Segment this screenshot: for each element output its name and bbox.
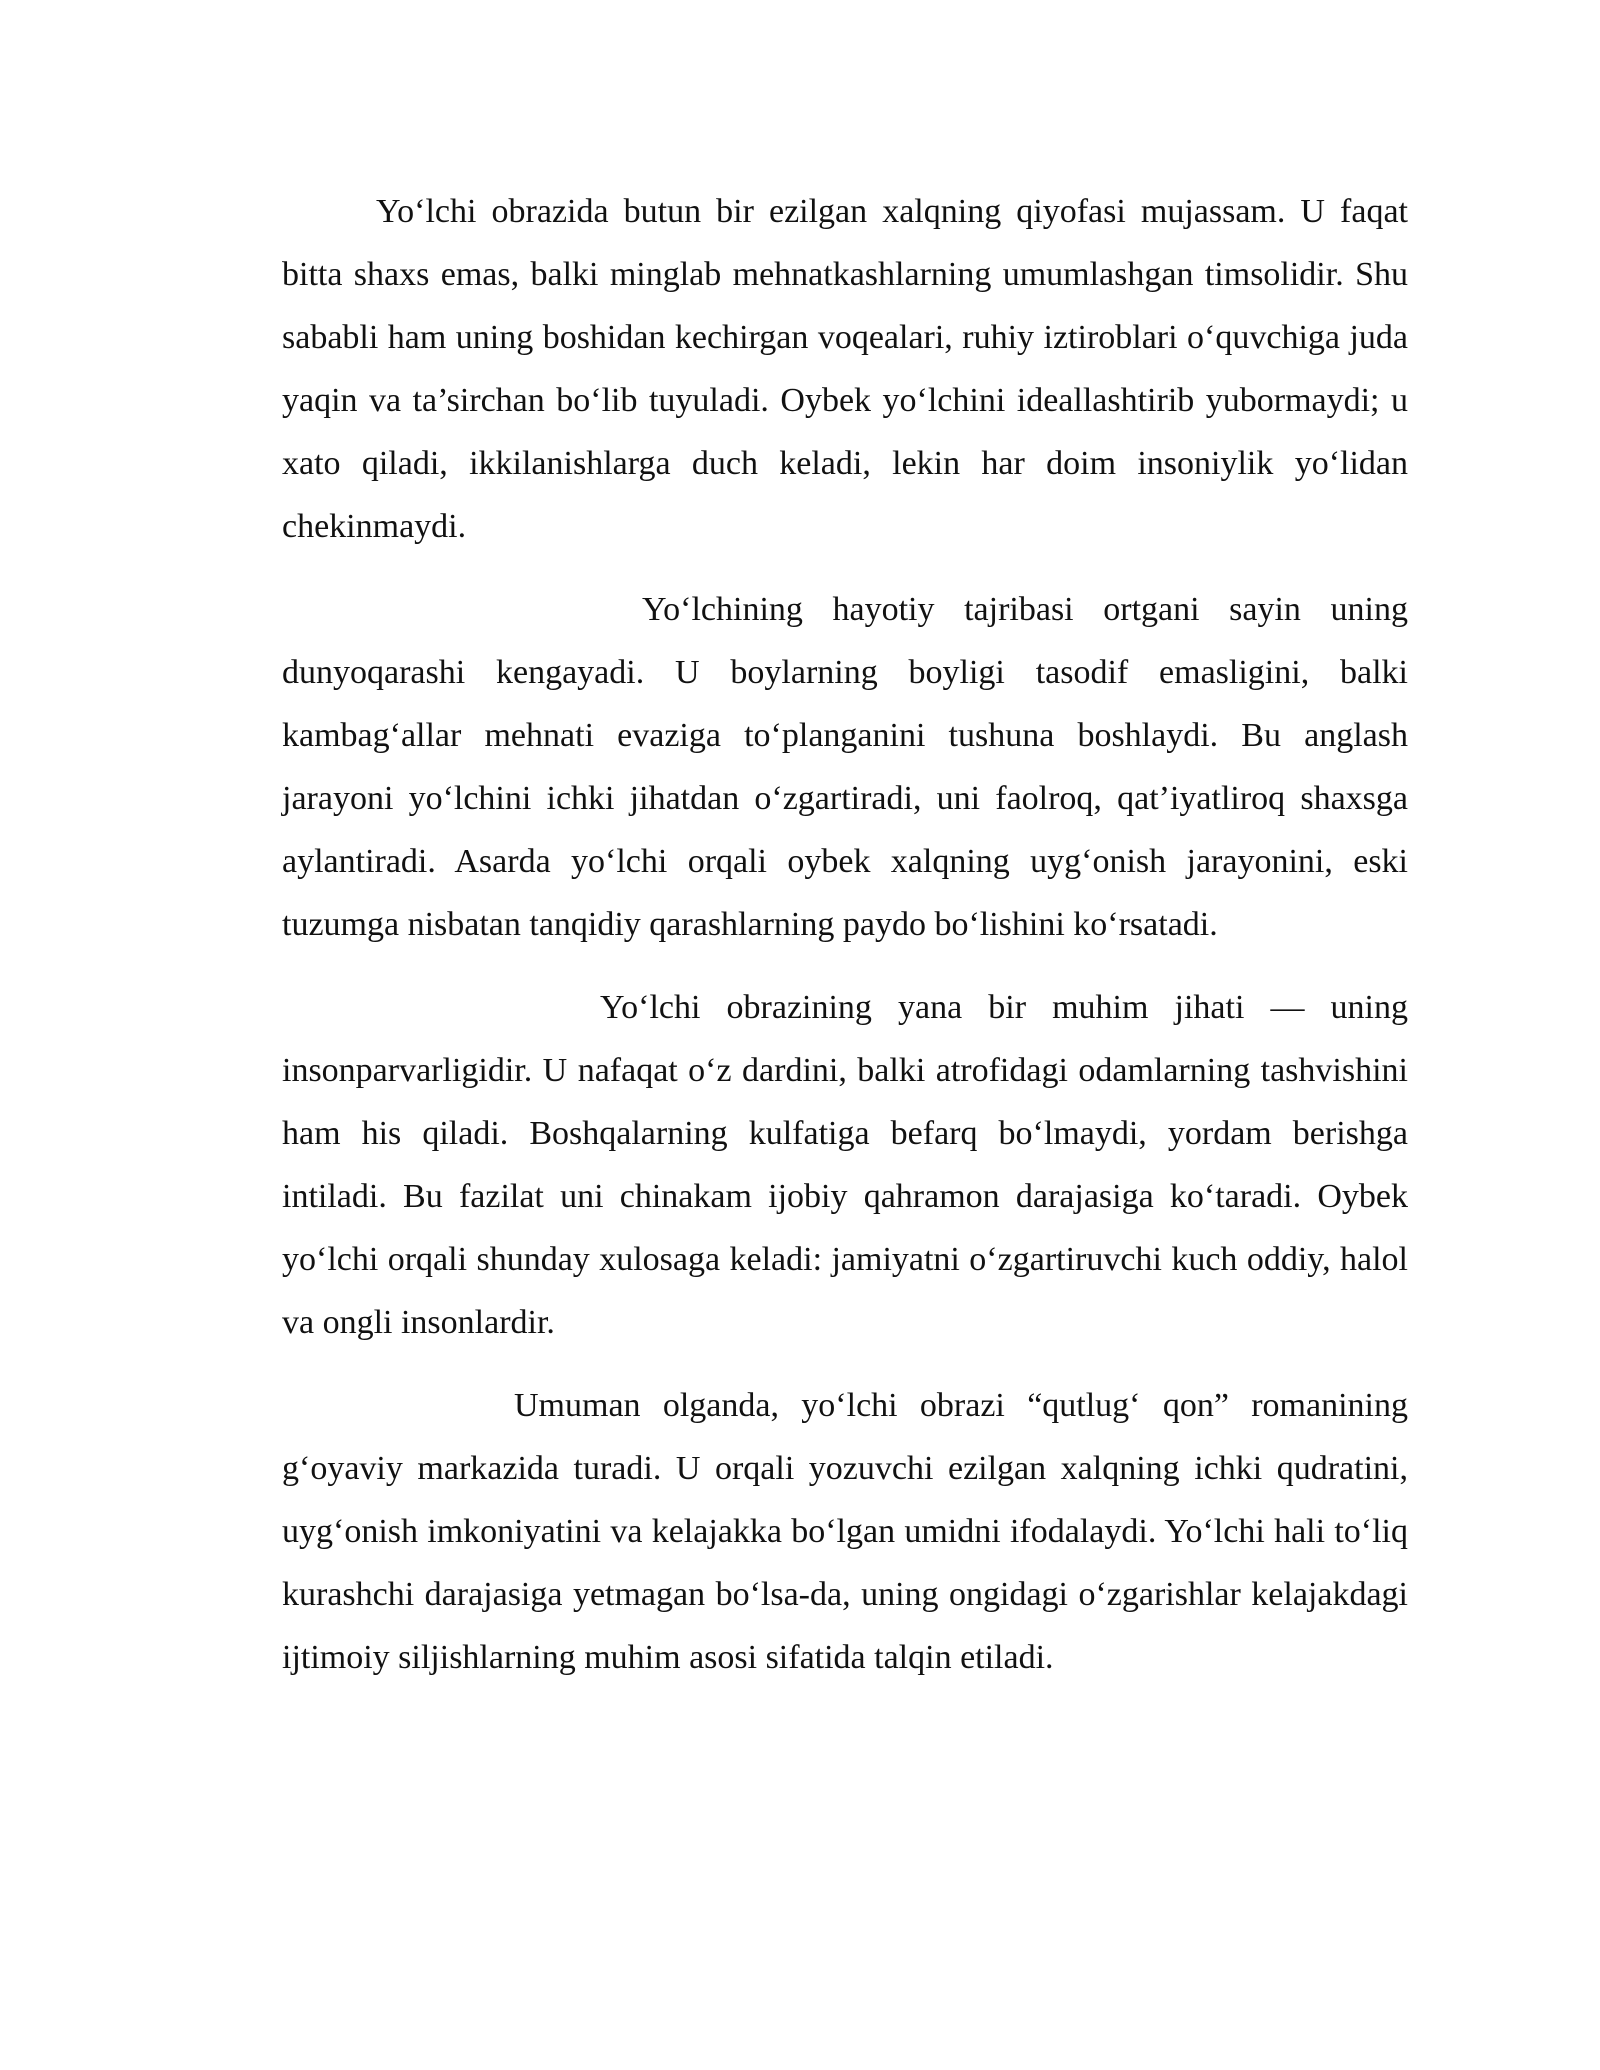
paragraph-3: Yo‘lchi obrazining yana bir muhim jihati — uning insonparvarligidir. U nafaqat o‘z dardini, balki atrofidagi odamlarning tashvishini ham his qiladi. Boshqalarning kulfatiga befarq bo‘lmaydi, yordam berishga intiladi. Bu fazilat uni chinakam ijobiy qahramon darajasiga ko‘taradi. Oybek yo‘lchi orqali shunday xulosaga keladi: jamiyatni o‘zgartiruvchi kuch oddiy, halol va ongli insonlardir. [282,989,1408,1341]
document-body [282,180,1408,1709]
paragraph-4: Umuman olganda, yo‘lchi obrazi “qutlug‘ qon” romanining g‘oyaviy markazida turadi. U orqali yozuvchi ezilgan xalqning ichki qudratini, uyg‘onish imkoniyatini va kelajakka bo‘lgan umidni ifodalaydi. Yo‘lchi hali to‘liq kurashchi darajasiga yetmagan bo‘lsa-da, uning ongidagi o‘zgarishlar kelajakdagi ijtimoiy siljishlarning muhim asosi sifatida talqin etiladi. [282,1387,1408,1676]
paragraph-2: Yo‘lchining hayotiy tajribasi ortgani sayin uning dunyoqarashi kengayadi. U boylarning boyligi tasodif emasligini, balki kambag‘allar mehnati evaziga to‘planganini tushuna boshlaydi. Bu anglash jarayoni yo‘lchini ichki jihatdan o‘zgartiradi, uni faolroq, qat’iyatliroq shaxsga aylantiradi. Asarda yo‘lchi orqali oybek xalqning uyg‘onish jarayonini, eski tuzumga nisbatan tanqidiy qarashlarning paydo bo‘lishini ko‘rsatadi. [282,591,1408,943]
paragraph-1: Yo‘lchi obrazida butun bir ezilgan xalqning qiyofasi mujassam. U faqat bitta shaxs emas, balki minglab mehnatkashlarning umumlashgan timsolidir. Shu sababli ham uning boshidan kechirgan voqealari, ruhiy iztiroblari o‘quvchiga juda yaqin va ta’sirchan bo‘lib tuyuladi. Oybek yo‘lchini ideallashtirib yubormaydi; u xato qiladi, ikkilanishlarga duch keladi, lekin har doim insoniylik yo‘lidan chekinmaydi. [282,193,1408,545]
